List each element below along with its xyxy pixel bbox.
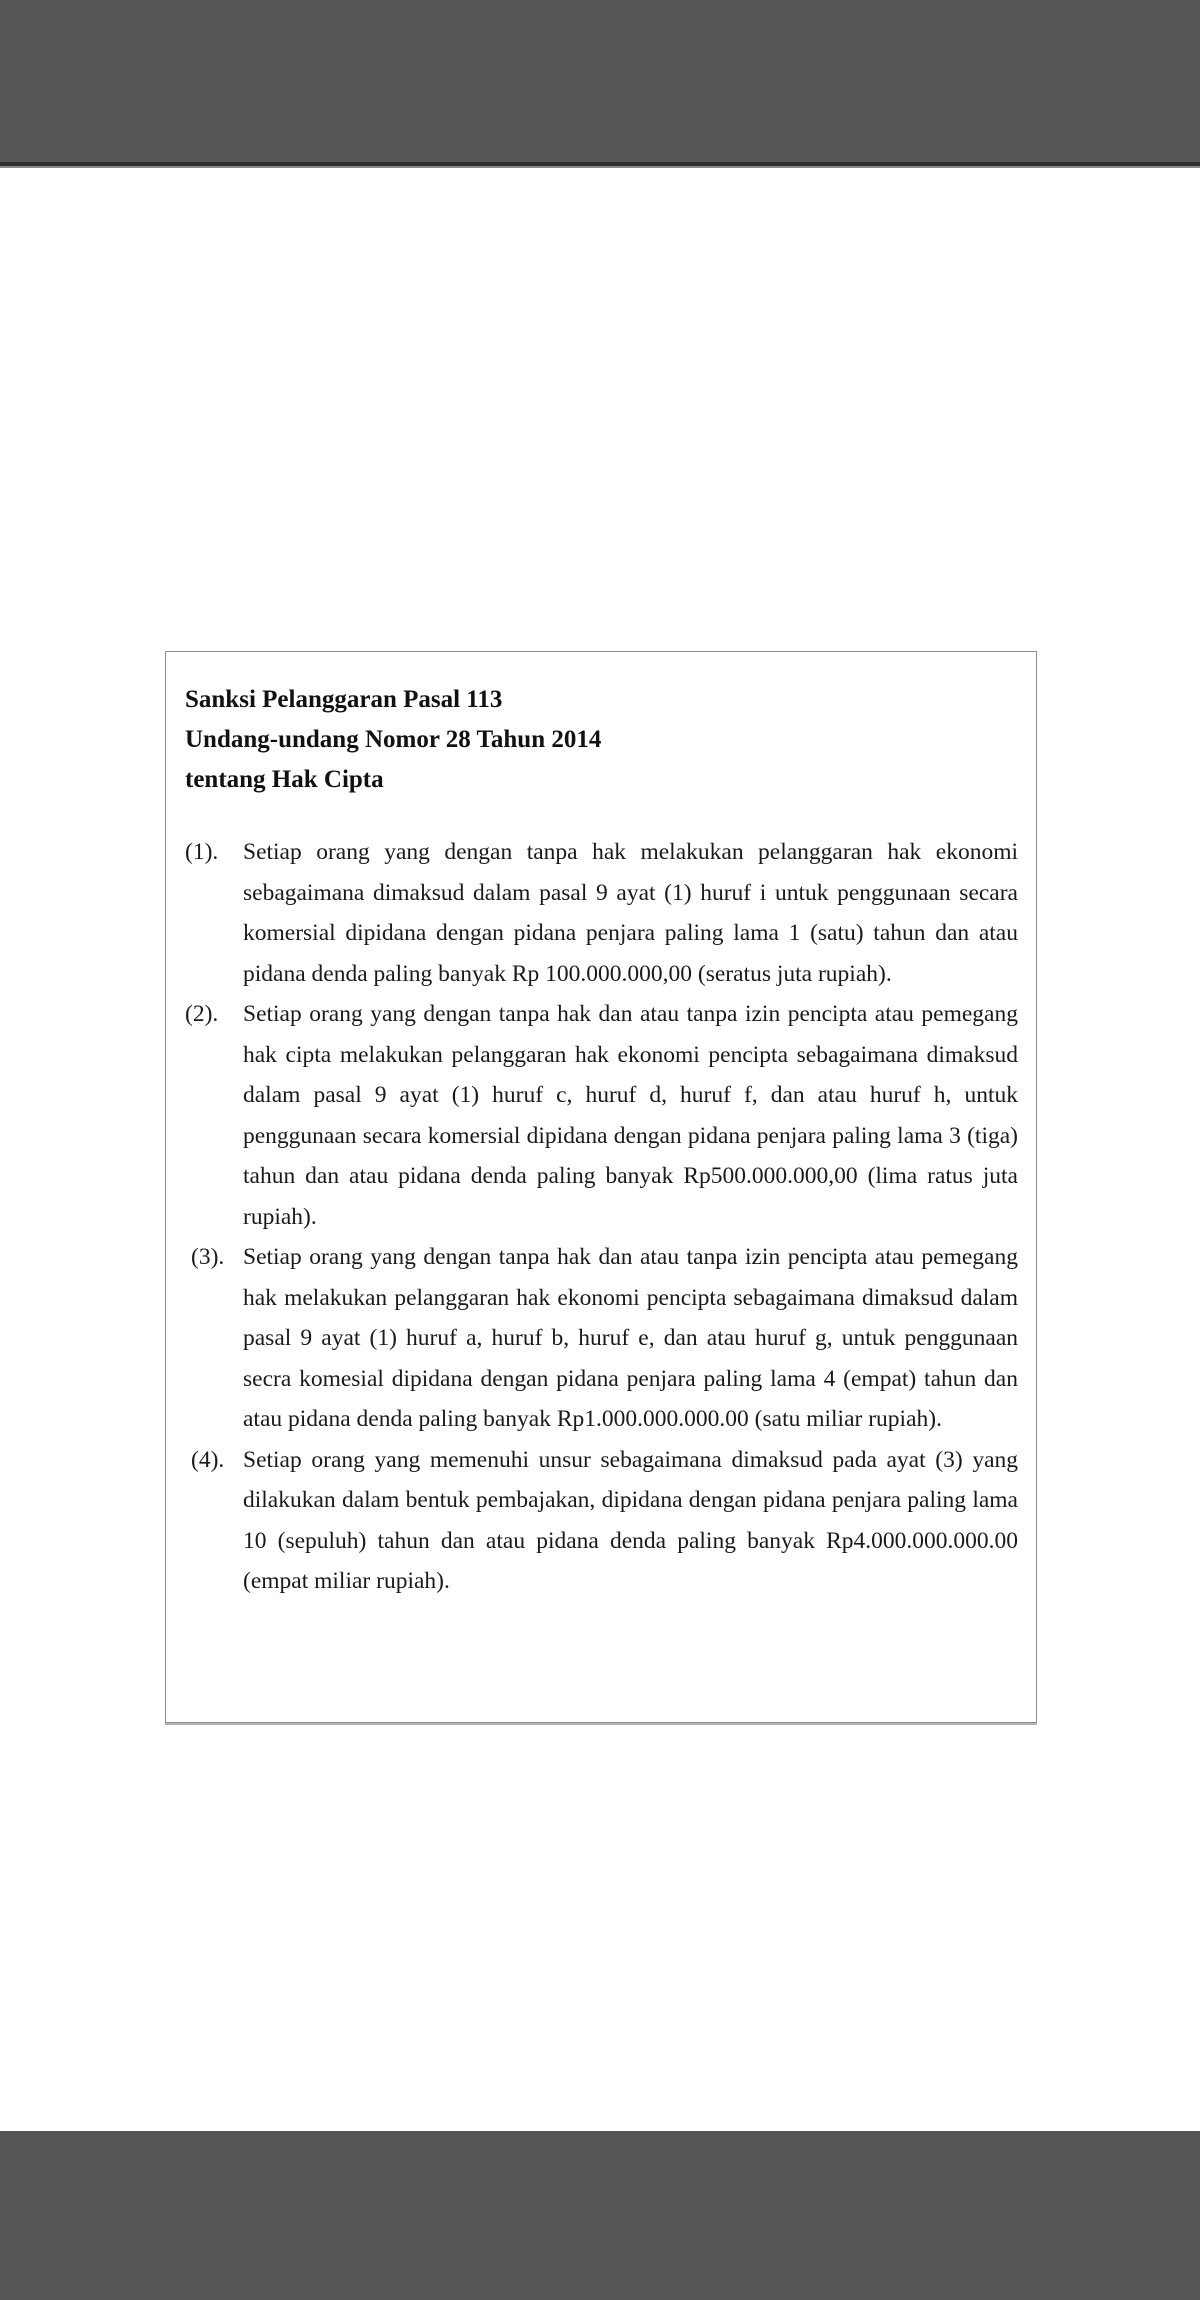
heading-line-2: Undang-undang Nomor 28 Tahun 2014	[185, 726, 602, 753]
clause-text: Setiap orang yang dengan tanpa hak dan atau tanpa izin pencipta atau pemegang hak melakukan pelanggaran hak ekonomi pencipta sebagaimana dimaksud dalam pasal 9 ayat (1) huruf a, huruf b, huruf e, dan atau huruf g, untuk penggunaan secra komesial dipidana dengan pidana penjara paling lama 4 (empat) tahun dan atau pidana denda paling banyak Rp1.000.000.000.00 (satu miliar rupiah).	[243, 1244, 1018, 1432]
clause-number: (4).	[191, 1446, 225, 1473]
clause-number: (1).	[185, 839, 219, 865]
heading-line-3: tentang Hak Cipta	[185, 766, 384, 793]
clause-number: (3).	[191, 1244, 225, 1270]
viewer-top-bar	[0, 0, 1200, 166]
clause-list	[185, 832, 1018, 1602]
viewer-bottom-bar	[0, 2131, 1200, 2300]
clause-1	[185, 832, 1018, 994]
clause-3	[185, 1237, 1018, 1440]
clause-text: Setiap orang yang dengan tanpa hak melakukan pelanggaran hak ekonomi sebagaimana dimaksud dalam pasal 9 ayat (1) huruf i untuk penggunaan secara komersial dipidana dengan pidana penjara paling lama 1 (satu) tahun dan atau pidana denda paling banyak Rp 100.000.000,00 (seratus juta rupiah).	[243, 839, 1018, 987]
clause-number: (2).	[185, 1001, 219, 1027]
copyright-notice-box	[165, 651, 1037, 1723]
clause-2	[185, 994, 1018, 1237]
clause-4	[185, 1440, 1018, 1602]
top-bar-divider	[0, 166, 1200, 168]
heading-line-1: Sanksi Pelanggaran Pasal 113	[185, 686, 503, 713]
clause-text: Setiap orang yang dengan tanpa hak dan atau tanpa izin pencipta atau pemegang hak cipta melakukan pelanggaran hak ekonomi pencipta sebagaimana dimaksud dalam pasal 9 ayat (1) huruf c, huruf d, huruf f, dan atau huruf h, untuk penggunaan secara komersial dipidana dengan pidana penjara paling lama 3 (tiga) tahun dan atau pidana denda paling banyak Rp500.000.000,00 (lima ratus juta rupiah).	[243, 1001, 1018, 1230]
clause-text: Setiap orang yang memenuhi unsur sebagaimana dimaksud pada ayat (3) yang dilakukan dalam bentuk pembajakan, dipidana dengan pidana penjara paling lama 10 (sepuluh) tahun dan atau pidana denda paling banyak Rp4.000.000.000.00 (empat miliar rupiah).	[243, 1446, 1018, 1594]
notice-heading	[185, 680, 1018, 800]
